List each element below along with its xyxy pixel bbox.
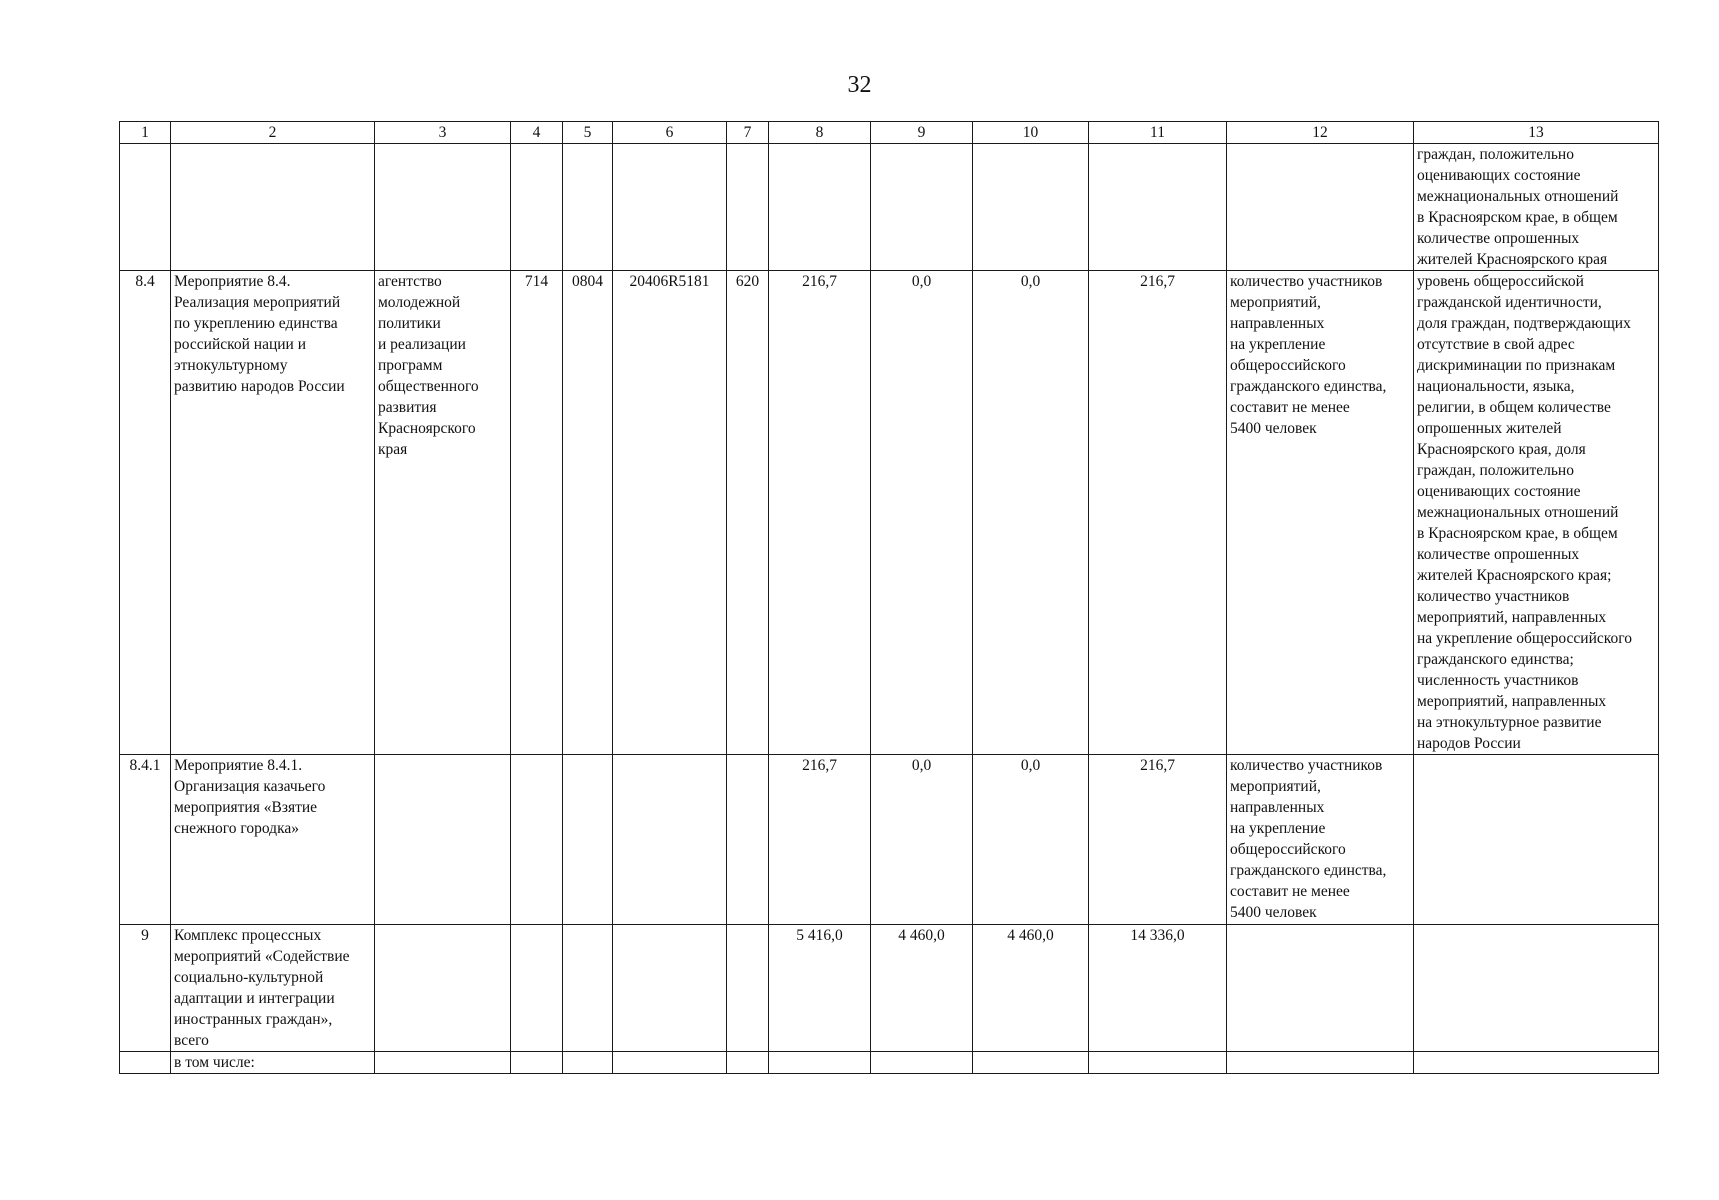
expected-result-cell bbox=[1227, 925, 1414, 1052]
executor-cell bbox=[375, 925, 511, 1052]
vr-cell bbox=[727, 1052, 769, 1074]
executor-cell bbox=[375, 144, 511, 271]
vr-cell bbox=[727, 925, 769, 1052]
amount-cell: 216,7 bbox=[769, 271, 871, 755]
grbs-cell bbox=[511, 925, 563, 1052]
amount-cell bbox=[871, 1052, 973, 1074]
budget-table bbox=[119, 121, 1659, 1074]
amount-cell: 0,0 bbox=[973, 755, 1089, 925]
column-header: 10 bbox=[973, 122, 1089, 144]
executor-cell: агентство молодежной политики и реализации программ общественного развития Красноярского края bbox=[375, 271, 511, 755]
column-header: 5 bbox=[563, 122, 613, 144]
csr-cell bbox=[613, 1052, 727, 1074]
grbs-cell bbox=[511, 755, 563, 925]
column-header: 7 bbox=[727, 122, 769, 144]
amount-cell bbox=[769, 1052, 871, 1074]
item-name-cell: Комплекс процессных мероприятий «Содействие социально-культурной адаптации и интеграции иностранных граждан», всего bbox=[171, 925, 375, 1052]
table-row bbox=[120, 1052, 1659, 1074]
csr-cell bbox=[613, 144, 727, 271]
amount-cell: 0,0 bbox=[871, 755, 973, 925]
vr-cell bbox=[727, 755, 769, 925]
rzpr-cell bbox=[563, 755, 613, 925]
indicator-cell bbox=[1414, 925, 1659, 1052]
grbs-cell: 714 bbox=[511, 271, 563, 755]
rzpr-cell bbox=[563, 1052, 613, 1074]
total-cell bbox=[1089, 1052, 1227, 1074]
vr-cell bbox=[727, 144, 769, 271]
table-row bbox=[120, 755, 1659, 925]
page-number: 32 bbox=[847, 72, 872, 98]
column-header: 1 bbox=[120, 122, 171, 144]
item-name-cell: Мероприятие 8.4. Реализация мероприятий по укреплению единства российской нации и этнокультурному развитию народов России bbox=[171, 271, 375, 755]
executor-cell bbox=[375, 755, 511, 925]
amount-cell bbox=[973, 1052, 1089, 1074]
rzpr-cell bbox=[563, 144, 613, 271]
column-header: 3 bbox=[375, 122, 511, 144]
indicator-cell: граждан, положительно оценивающих состояние межнациональных отношений в Красноярском крае, в общем количестве опрошенных жителей Красноярского края bbox=[1414, 144, 1659, 271]
grbs-cell bbox=[511, 1052, 563, 1074]
expected-result-cell: количество участников мероприятий, направленных на укрепление общероссийского гражданского единства, составит не менее 5400 человек bbox=[1227, 755, 1414, 925]
indicator-cell bbox=[1414, 755, 1659, 925]
column-number-row bbox=[120, 122, 1659, 144]
column-header: 8 bbox=[769, 122, 871, 144]
rzpr-cell: 0804 bbox=[563, 271, 613, 755]
amount-cell: 4 460,0 bbox=[973, 925, 1089, 1052]
item-name-cell: в том числе: bbox=[171, 1052, 375, 1074]
csr-cell: 20406R5181 bbox=[613, 271, 727, 755]
amount-cell: 216,7 bbox=[769, 755, 871, 925]
table-row bbox=[120, 925, 1659, 1052]
column-header: 6 bbox=[613, 122, 727, 144]
amount-cell bbox=[871, 144, 973, 271]
column-header: 11 bbox=[1089, 122, 1227, 144]
amount-cell bbox=[973, 144, 1089, 271]
expected-result-cell bbox=[1227, 1052, 1414, 1074]
column-header: 4 bbox=[511, 122, 563, 144]
row-number-cell: 8.4.1 bbox=[120, 755, 171, 925]
item-name-cell bbox=[171, 144, 375, 271]
row-number-cell: 9 bbox=[120, 925, 171, 1052]
amount-cell: 0,0 bbox=[973, 271, 1089, 755]
total-cell: 216,7 bbox=[1089, 271, 1227, 755]
column-header: 9 bbox=[871, 122, 973, 144]
row-number-cell: 8.4 bbox=[120, 271, 171, 755]
table-row bbox=[120, 144, 1659, 271]
table-row bbox=[120, 271, 1659, 755]
column-header: 13 bbox=[1414, 122, 1659, 144]
indicator-cell bbox=[1414, 1052, 1659, 1074]
expected-result-cell bbox=[1227, 144, 1414, 271]
csr-cell bbox=[613, 925, 727, 1052]
csr-cell bbox=[613, 755, 727, 925]
column-header: 12 bbox=[1227, 122, 1414, 144]
amount-cell: 5 416,0 bbox=[769, 925, 871, 1052]
total-cell: 216,7 bbox=[1089, 755, 1227, 925]
item-name-cell: Мероприятие 8.4.1. Организация казачьего мероприятия «Взятие снежного городка» bbox=[171, 755, 375, 925]
rzpr-cell bbox=[563, 925, 613, 1052]
row-number-cell bbox=[120, 1052, 171, 1074]
total-cell bbox=[1089, 144, 1227, 271]
indicator-cell: уровень общероссийской гражданской идентичности, доля граждан, подтверждающих отсутствие в свой адрес дискриминации по признакам национальности, языка, религии, в общем количестве опрошенных жителей Красноярского края, доля граждан, положительно оценивающих состояние межнациональных отношений в Красноярском крае, в общем количестве опрошенных жителей Красноярского края; количество участников мероприятий, направленных на укрепление общероссийского гражданского единства; численность участников мероприятий, направленных на этнокультурное развитие народов России bbox=[1414, 271, 1659, 755]
expected-result-cell: количество участников мероприятий, направленных на укрепление общероссийского гражданского единства, составит не менее 5400 человек bbox=[1227, 271, 1414, 755]
amount-cell bbox=[769, 144, 871, 271]
column-header: 2 bbox=[171, 122, 375, 144]
grbs-cell bbox=[511, 144, 563, 271]
row-number-cell bbox=[120, 144, 171, 271]
amount-cell: 4 460,0 bbox=[871, 925, 973, 1052]
total-cell: 14 336,0 bbox=[1089, 925, 1227, 1052]
vr-cell: 620 bbox=[727, 271, 769, 755]
amount-cell: 0,0 bbox=[871, 271, 973, 755]
executor-cell bbox=[375, 1052, 511, 1074]
